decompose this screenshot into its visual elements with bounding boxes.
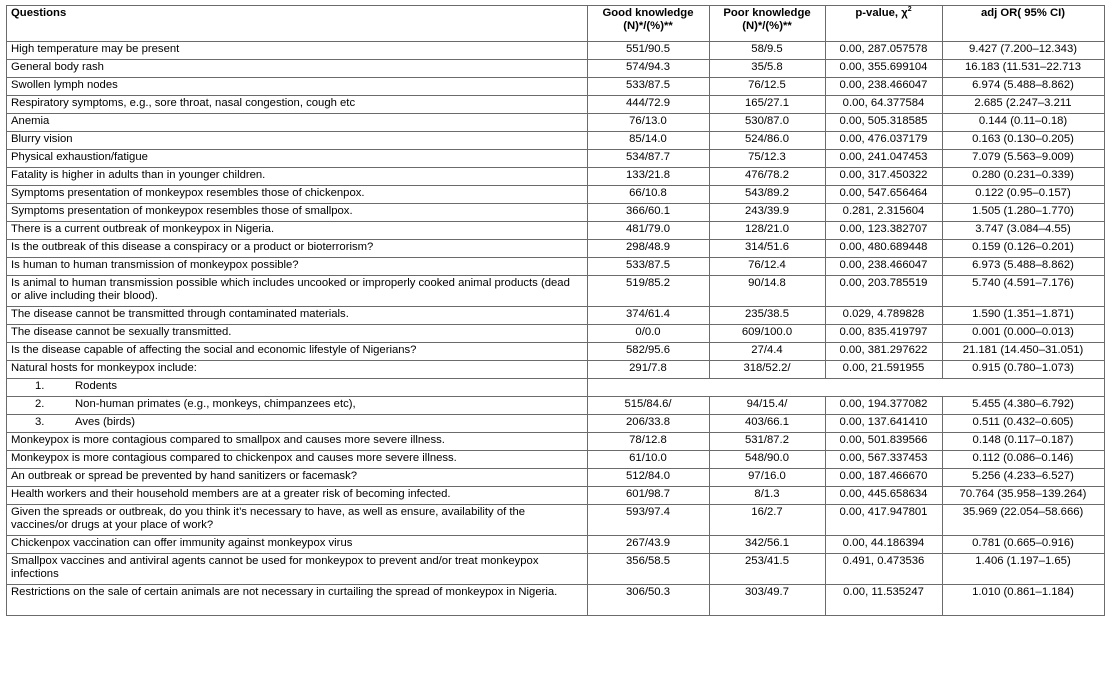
question-text: The disease cannot be sexually transmitted. [11, 326, 232, 338]
question-cell [7, 132, 588, 150]
table-row [7, 204, 1105, 222]
question-text: Monkeypox is more contagious compared to chickenpox and causes more severe illness. [11, 452, 457, 464]
question-cell [7, 276, 588, 307]
adj-or-cell: 35.969 (22.054–58.666) [943, 505, 1105, 536]
table-row [7, 96, 1105, 114]
adj-or-cell: 1.406 (1.197–1.65) [943, 554, 1105, 585]
adj-or-cell: 0.159 (0.126–0.201) [943, 240, 1105, 258]
good-knowledge-cell: 306/50.3 [588, 585, 710, 616]
adj-or-cell: 70.764 (35.958–139.264) [943, 487, 1105, 505]
good-knowledge-cell: 519/85.2 [588, 276, 710, 307]
table-row [7, 415, 1105, 433]
p-value-cell: 0.00, 241.047453 [826, 150, 943, 168]
question-text: Blurry vision [11, 133, 73, 145]
p-value-cell: 0.00, 194.377082 [826, 397, 943, 415]
table-row [7, 325, 1105, 343]
question-text: Non-human primates (e.g., monkeys, chimpanzees etc), [75, 398, 356, 410]
table-row [7, 307, 1105, 325]
knowledge-table [6, 5, 1105, 616]
adj-or-cell: 2.685 (2.247–3.211 [943, 96, 1105, 114]
adj-or-cell: 9.427 (7.200–12.343) [943, 42, 1105, 60]
table-row [7, 469, 1105, 487]
good-knowledge-cell: 481/79.0 [588, 222, 710, 240]
question-text: The disease cannot be transmitted through contaminated materials. [11, 308, 349, 320]
p-value-cell: 0.00, 11.535247 [826, 585, 943, 616]
question-text: Smallpox vaccines and antiviral agents cannot be used for monkeypox to prevent and/or treat monkeypox infections [11, 555, 539, 580]
question-cell [7, 415, 588, 433]
poor-knowledge-cell: 609/100.0 [710, 325, 826, 343]
table-row [7, 114, 1105, 132]
table-row [7, 433, 1105, 451]
table-row [7, 168, 1105, 186]
header-questions: Questions [7, 6, 588, 42]
p-value-cell: 0.00, 287.057578 [826, 42, 943, 60]
question-cell [7, 186, 588, 204]
header-adj-or: adj OR( 95% CI) [943, 6, 1105, 42]
question-cell [7, 240, 588, 258]
good-knowledge-cell: 206/33.8 [588, 415, 710, 433]
poor-knowledge-cell: 165/27.1 [710, 96, 826, 114]
poor-knowledge-cell: 76/12.5 [710, 78, 826, 96]
question-cell [7, 150, 588, 168]
p-value-cell: 0.491, 0.473536 [826, 554, 943, 585]
p-value-cell: 0.00, 238.466047 [826, 258, 943, 276]
poor-knowledge-cell: 530/87.0 [710, 114, 826, 132]
p-value-cell: 0.00, 123.382707 [826, 222, 943, 240]
p-value-cell: 0.00, 203.785519 [826, 276, 943, 307]
poor-knowledge-cell: 253/41.5 [710, 554, 826, 585]
adj-or-cell: 5.256 (4.233–6.527) [943, 469, 1105, 487]
poor-knowledge-cell: 403/66.1 [710, 415, 826, 433]
table-row [7, 505, 1105, 536]
good-knowledge-cell: 85/14.0 [588, 132, 710, 150]
adj-or-cell: 16.183 (11.531–22.713 [943, 60, 1105, 78]
good-knowledge-cell: 512/84.0 [588, 469, 710, 487]
question-cell [7, 343, 588, 361]
poor-knowledge-cell: 235/38.5 [710, 307, 826, 325]
good-knowledge-cell: 356/58.5 [588, 554, 710, 585]
adj-or-cell: 7.079 (5.563–9.009) [943, 150, 1105, 168]
question-cell [7, 325, 588, 343]
question-cell [7, 204, 588, 222]
adj-or-cell: 5.455 (4.380–6.792) [943, 397, 1105, 415]
p-value-cell: 0.00, 505.318585 [826, 114, 943, 132]
good-knowledge-cell: 574/94.3 [588, 60, 710, 78]
p-value-cell: 0.00, 317.450322 [826, 168, 943, 186]
table-row [7, 222, 1105, 240]
question-text: Is animal to human transmission possible which includes uncooked or improperly cooked animal products (dead or alive including their blood). [11, 277, 570, 302]
question-cell [7, 433, 588, 451]
good-knowledge-cell: 582/95.6 [588, 343, 710, 361]
question-text: Symptoms presentation of monkeypox resembles those of smallpox. [11, 205, 353, 217]
p-value-cell: 0.00, 21.591955 [826, 361, 943, 379]
p-value-cell: 0.00, 835.419797 [826, 325, 943, 343]
good-knowledge-cell: 601/98.7 [588, 487, 710, 505]
good-knowledge-cell: 267/43.9 [588, 536, 710, 554]
p-value-cell: 0.00, 476.037179 [826, 132, 943, 150]
question-text: Aves (birds) [75, 416, 136, 428]
header-row [7, 6, 1105, 42]
poor-knowledge-cell: 243/39.9 [710, 204, 826, 222]
poor-knowledge-cell: 8/1.3 [710, 487, 826, 505]
poor-knowledge-cell: 531/87.2 [710, 433, 826, 451]
poor-knowledge-cell: 58/9.5 [710, 42, 826, 60]
poor-knowledge-cell: 97/16.0 [710, 469, 826, 487]
table-body [7, 42, 1105, 616]
p-value-cell: 0.00, 187.466670 [826, 469, 943, 487]
poor-knowledge-cell: 318/52.2/ [710, 361, 826, 379]
table-row [7, 276, 1105, 307]
poor-knowledge-cell: 543/89.2 [710, 186, 826, 204]
list-number: 1. [35, 380, 45, 392]
question-text: Anemia [11, 115, 50, 127]
p-value-cell: 0.00, 567.337453 [826, 451, 943, 469]
question-cell [7, 554, 588, 585]
question-cell [7, 114, 588, 132]
good-knowledge-cell: 533/87.5 [588, 258, 710, 276]
p-value-cell: 0.00, 445.658634 [826, 487, 943, 505]
question-text: Natural hosts for monkeypox include: [11, 362, 197, 374]
poor-knowledge-cell: 27/4.4 [710, 343, 826, 361]
question-cell [7, 307, 588, 325]
p-value-cell: 0.00, 547.656464 [826, 186, 943, 204]
adj-or-cell: 0.280 (0.231–0.339) [943, 168, 1105, 186]
adj-or-cell: 1.010 (0.861–1.184) [943, 585, 1105, 616]
question-text: An outbreak or spread be prevented by hand sanitizers or facemask? [11, 470, 358, 482]
question-cell [7, 361, 588, 379]
table-row [7, 240, 1105, 258]
list-number: 2. [35, 398, 45, 410]
adj-or-cell: 0.148 (0.117–0.187) [943, 433, 1105, 451]
adj-or-cell: 6.973 (5.488–8.862) [943, 258, 1105, 276]
question-text: Fatality is higher in adults than in younger children. [11, 169, 266, 181]
p-value-cell: 0.00, 381.297622 [826, 343, 943, 361]
table-row [7, 361, 1105, 379]
good-knowledge-cell: 533/87.5 [588, 78, 710, 96]
question-cell [7, 451, 588, 469]
adj-or-cell: 1.505 (1.280–1.770) [943, 204, 1105, 222]
good-knowledge-cell: 133/21.8 [588, 168, 710, 186]
adj-or-cell: 0.001 (0.000–0.013) [943, 325, 1105, 343]
question-cell [7, 258, 588, 276]
poor-knowledge-cell: 76/12.4 [710, 258, 826, 276]
adj-or-cell: 3.747 (3.084–4.55) [943, 222, 1105, 240]
adj-or-cell: 0.122 (0.95–0.157) [943, 186, 1105, 204]
adj-or-cell: 5.740 (4.591–7.176) [943, 276, 1105, 307]
p-value-cell: 0.00, 137.641410 [826, 415, 943, 433]
question-text: Rodents [75, 380, 118, 392]
table-row [7, 150, 1105, 168]
table-row [7, 186, 1105, 204]
p-value-cell: 0.00, 355.699104 [826, 60, 943, 78]
table-row [7, 451, 1105, 469]
header-good-knowledge: Good knowledge (N)*/(%)** [588, 6, 710, 42]
question-text: Restrictions on the sale of certain animals are not necessary in curtailing the spread of monkeypox in Nigeria. [11, 586, 558, 598]
p-value-cell: 0.281, 2.315604 [826, 204, 943, 222]
question-cell [7, 42, 588, 60]
good-knowledge-cell: 593/97.4 [588, 505, 710, 536]
good-knowledge-cell: 551/90.5 [588, 42, 710, 60]
question-cell [7, 96, 588, 114]
table-row [7, 42, 1105, 60]
question-text: There is a current outbreak of monkeypox in Nigeria. [11, 223, 275, 235]
poor-knowledge-cell: 524/86.0 [710, 132, 826, 150]
adj-or-cell: 0.511 (0.432–0.605) [943, 415, 1105, 433]
question-cell [7, 505, 588, 536]
good-knowledge-cell: 515/84.6/ [588, 397, 710, 415]
good-knowledge-cell: 76/13.0 [588, 114, 710, 132]
question-cell [7, 379, 588, 397]
question-text: Chickenpox vaccination can offer immunity against monkeypox virus [11, 537, 353, 549]
header-p-value-label: p-value, χ [855, 7, 908, 19]
table-row [7, 585, 1105, 616]
p-value-cell: 0.00, 501.839566 [826, 433, 943, 451]
question-cell [7, 60, 588, 78]
header-poor-knowledge: Poor knowledge (N)*/(%)** [710, 6, 826, 42]
poor-knowledge-cell: 476/78.2 [710, 168, 826, 186]
good-knowledge-cell: 78/12.8 [588, 433, 710, 451]
table-row [7, 78, 1105, 96]
question-text: Symptoms presentation of monkeypox resembles those of chickenpox. [11, 187, 365, 199]
table-row [7, 343, 1105, 361]
question-text: High temperature may be present [11, 43, 180, 55]
question-text: Is the disease capable of affecting the social and economic lifestyle of Nigerians? [11, 344, 417, 356]
poor-knowledge-cell: 342/56.1 [710, 536, 826, 554]
table-row [7, 536, 1105, 554]
question-text: Physical exhaustion/fatigue [11, 151, 148, 163]
question-text: General body rash [11, 61, 104, 73]
table-row [7, 397, 1105, 415]
good-knowledge-cell: 374/61.4 [588, 307, 710, 325]
p-value-cell: 0.00, 417.947801 [826, 505, 943, 536]
p-value-cell: 0.00, 480.689448 [826, 240, 943, 258]
question-text: Respiratory symptoms, e.g., sore throat, nasal congestion, cough etc [11, 97, 356, 109]
question-text: Given the spreads or outbreak, do you think it’s necessary to have, as well as ensure, availability of the vaccines/or drugs at your place of work? [11, 506, 526, 531]
poor-knowledge-cell: 94/15.4/ [710, 397, 826, 415]
table-row [7, 132, 1105, 150]
poor-knowledge-cell: 35/5.8 [710, 60, 826, 78]
good-knowledge-cell: 366/60.1 [588, 204, 710, 222]
adj-or-cell: 0.144 (0.11–0.18) [943, 114, 1105, 132]
table-row [7, 379, 1105, 397]
p-value-cell: 0.00, 238.466047 [826, 78, 943, 96]
question-cell [7, 78, 588, 96]
question-text: Swollen lymph nodes [11, 79, 118, 91]
question-cell [7, 585, 588, 616]
header-p-value [826, 6, 943, 42]
p-value-cell: 0.00, 44.186394 [826, 536, 943, 554]
poor-knowledge-cell: 303/49.7 [710, 585, 826, 616]
adj-or-cell: 6.974 (5.488–8.862) [943, 78, 1105, 96]
question-cell [7, 222, 588, 240]
table-row [7, 554, 1105, 585]
adj-or-cell: 0.915 (0.780–1.073) [943, 361, 1105, 379]
good-knowledge-cell: 534/87.7 [588, 150, 710, 168]
adj-or-cell: 0.112 (0.086–0.146) [943, 451, 1105, 469]
p-value-cell: 0.00, 64.377584 [826, 96, 943, 114]
good-knowledge-cell: 444/72.9 [588, 96, 710, 114]
adj-or-cell: 1.590 (1.351–1.871) [943, 307, 1105, 325]
table-row [7, 258, 1105, 276]
question-cell [7, 469, 588, 487]
question-cell [7, 487, 588, 505]
good-knowledge-cell: 298/48.9 [588, 240, 710, 258]
adj-or-cell: 0.781 (0.665–0.916) [943, 536, 1105, 554]
poor-knowledge-cell: 16/2.7 [710, 505, 826, 536]
table-row [7, 487, 1105, 505]
adj-or-cell: 21.181 (14.450–31.051) [943, 343, 1105, 361]
question-cell [7, 168, 588, 186]
question-text: Is human to human transmission of monkeypox possible? [11, 259, 299, 271]
poor-knowledge-cell: 128/21.0 [710, 222, 826, 240]
table-row [7, 60, 1105, 78]
poor-knowledge-cell: 75/12.3 [710, 150, 826, 168]
good-knowledge-cell: 0/0.0 [588, 325, 710, 343]
header-p-value-superscript: 2 [907, 6, 912, 14]
good-knowledge-cell: 66/10.8 [588, 186, 710, 204]
empty-merged-cell [588, 379, 1105, 397]
poor-knowledge-cell: 314/51.6 [710, 240, 826, 258]
question-cell [7, 536, 588, 554]
good-knowledge-cell: 61/10.0 [588, 451, 710, 469]
poor-knowledge-cell: 548/90.0 [710, 451, 826, 469]
poor-knowledge-cell: 90/14.8 [710, 276, 826, 307]
good-knowledge-cell: 291/7.8 [588, 361, 710, 379]
question-text: Is the outbreak of this disease a conspiracy or a product or bioterrorism? [11, 241, 374, 253]
p-value-cell: 0.029, 4.789828 [826, 307, 943, 325]
question-cell [7, 397, 588, 415]
question-text: Monkeypox is more contagious compared to smallpox and causes more severe illness. [11, 434, 445, 446]
question-text: Health workers and their household members are at a greater risk of becoming infected. [11, 488, 451, 500]
adj-or-cell: 0.163 (0.130–0.205) [943, 132, 1105, 150]
list-number: 3. [35, 416, 45, 428]
